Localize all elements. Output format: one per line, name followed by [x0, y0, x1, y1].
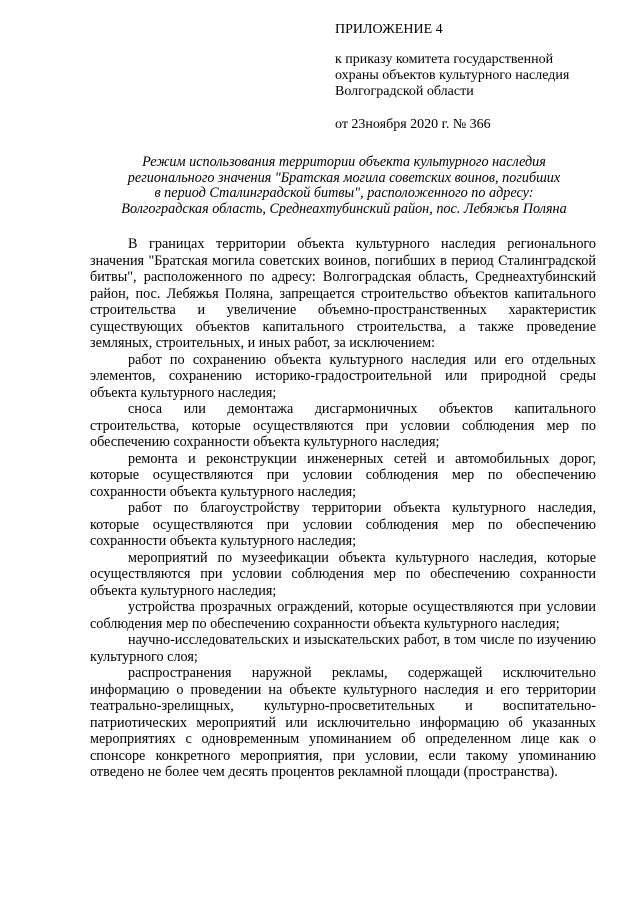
document-body: [90, 236, 596, 781]
title-line: Режим использования территории объекта культурного наследия: [142, 154, 546, 170]
appendix-header: [335, 22, 625, 147]
title-line: в период Сталинградской битвы", расположенного по адресу:: [154, 185, 534, 201]
appendix-order-line: Волгоградской области: [335, 84, 474, 99]
body-paragraph: мероприятий по музеефикации объекта культурного наследия, которые осуществляются при условии соблюдения мер по обеспечению сохранности объекта культурного наследия;: [90, 549, 596, 599]
body-paragraph: научно-исследовательских и изыскательских работ, в том числе по изучению культурного слоя;: [90, 632, 596, 665]
appendix-title: ПРИЛОЖЕНИЕ 4: [335, 22, 443, 37]
body-paragraph: В границах территории объекта культурного наследия регионального значения "Братская могила советских воинов, погибших в период Сталинградской битвы", расположенного по адресу: Волгоградская область, Среднеахтубинский район, пос. Лебяжья Поляна, запрещается строительство объектов капитального строительства и увеличение объемно-пространственных характеристик существующих объектов капитального строительства, а также проведение земляных, строительных, и иных работ, за исключением:: [90, 236, 596, 351]
appendix-order-line: охраны объектов культурного наследия: [335, 68, 570, 83]
appendix-date: от 23ноября 2020 г. № 366: [335, 117, 491, 132]
appendix-order-line: к приказу комитета государственной: [335, 52, 554, 67]
title-line: Волгоградская область, Среднеахтубинский район, пос. Лебяжья Поляна: [121, 200, 567, 217]
body-paragraph: сноса или демонтажа дисгармоничных объектов капитального строительства, которые осуществляются при условии соблюдения мер по обеспечению сохранности объекта культурного наследия;: [90, 401, 596, 450]
body-paragraph: работ по сохранению объекта культурного наследия или его отдельных элементов, сохранению историко-градостроительной или природной среды объекта культурного наследия;: [90, 351, 596, 401]
body-paragraph: устройства прозрачных ограждений, которые осуществляются при условии соблюдения мер по обеспечению сохранности объекта культурного наследия;: [90, 599, 596, 632]
body-paragraph: распространения наружной рекламы, содержащей исключительно информацию о проведении на объекте культурного наследия и его территории театрально-зрелищных, культурно-просветительных и воспитательно-патриотических мероприятий или исключительно информацию об указанных мероприятиях с одновременным упоминанием об определенном лице как о спонсоре конкретного мероприятия, при условии, если такому упоминанию отведено не более чем десять процентов рекламной площади (пространства).: [90, 665, 596, 780]
appendix-order-reference: [335, 52, 625, 100]
document-title: [96, 155, 592, 217]
body-paragraph: ремонта и реконструкции инженерных сетей и автомобильных дорог, которые осуществляются при условии соблюдения мер по обеспечению сохранности объекта культурного наследия;: [90, 450, 596, 500]
title-line: регионального значения "Братская могила советских воинов, погибших: [127, 169, 561, 186]
body-paragraph: работ по благоустройству территории объекта культурного наследия, которые осуществляются при условии соблюдения мер по обеспечению сохранности объекта культурного наследия;: [90, 500, 596, 549]
